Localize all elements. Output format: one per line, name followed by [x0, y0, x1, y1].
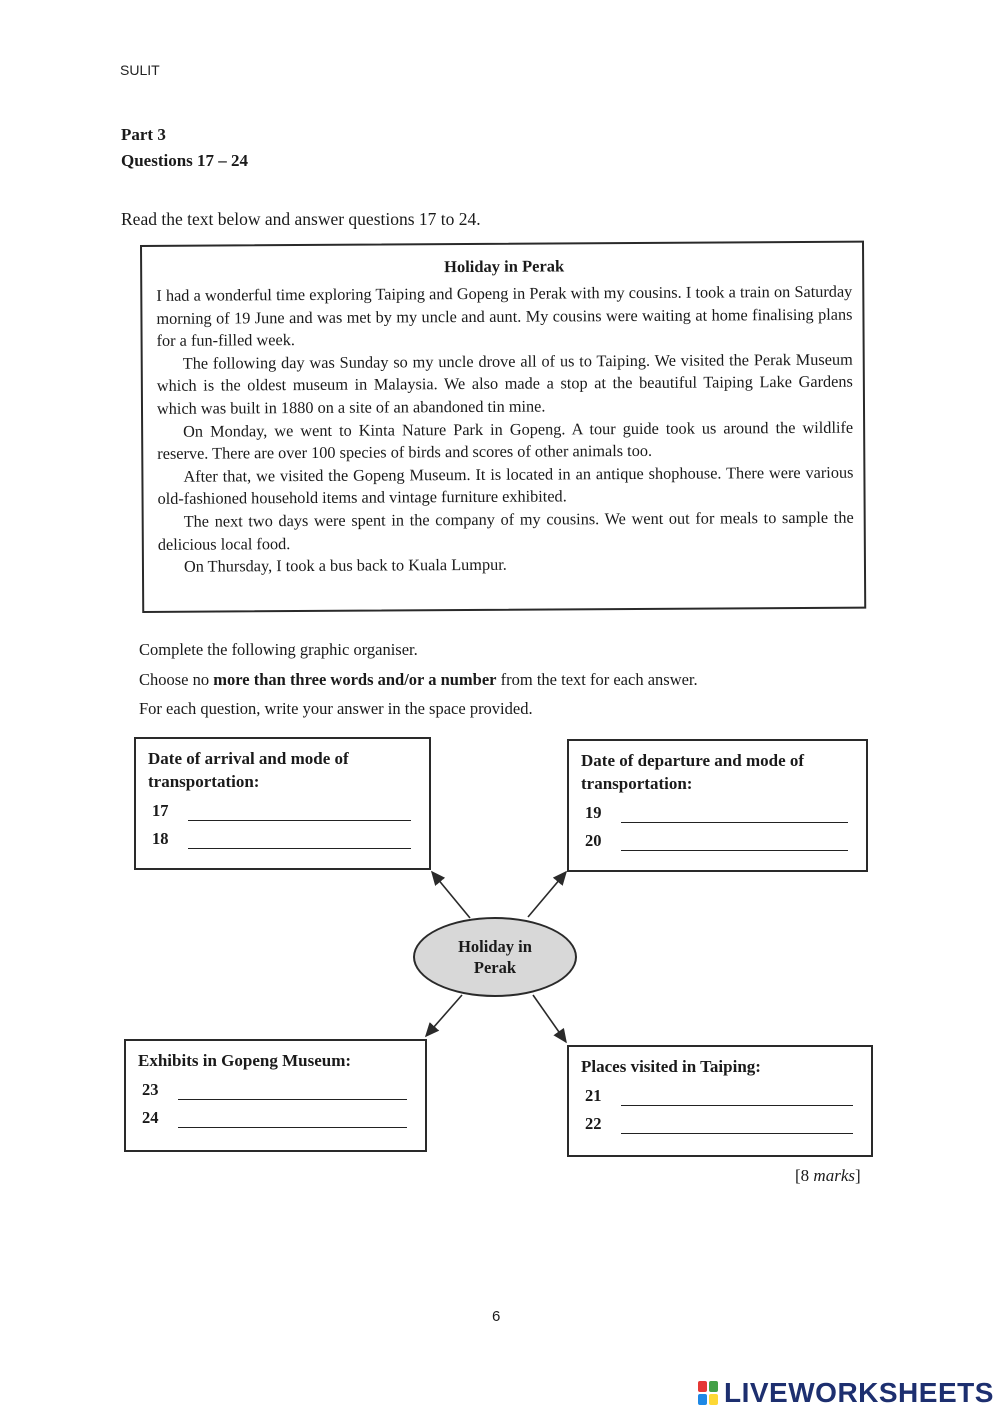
arrival-box: [134, 737, 431, 870]
answer-24-blank[interactable]: [178, 1109, 407, 1128]
question-number: 19: [585, 803, 602, 822]
marks-word: marks: [813, 1166, 855, 1185]
answer-22-blank[interactable]: [621, 1115, 853, 1134]
answer-row: [138, 1080, 415, 1100]
exhibits-heading: Exhibits in Gopeng Museum:: [138, 1051, 352, 1070]
passage-paragraph: The following day was Sunday so my uncle drove all of us to Taiping. We visited the Perak Museum which is the oldest museum in Malaysia. We also made a stop at the beautiful Taiping Lake Gardens which was built in 1880 on a site of an abandoned tin mine.: [156, 349, 853, 418]
instruction-emphasis: more than three words and/or a number: [213, 670, 497, 689]
question-number: 24: [142, 1108, 159, 1127]
passage-paragraph: After that, we visited the Gopeng Museum. It is located in an antique shophouse. There were various old-fashioned household items and vintage furniture exhibited.: [157, 462, 854, 509]
places-heading: Places visited in Taiping:: [581, 1057, 761, 1076]
passage-title: Holiday in Perak: [444, 256, 565, 277]
instruction-text: Choose no: [139, 670, 214, 689]
instruction-write: For each question, write your answer in the space provided.: [139, 699, 533, 718]
answer-19-blank[interactable]: [621, 804, 848, 823]
liveworksheets-logo[interactable]: [698, 1377, 994, 1409]
question-number: 20: [585, 831, 602, 850]
answer-row: [148, 801, 419, 821]
passage-paragraph: I had a wonderful time exploring Taiping and Gopeng in Perak with my cousins. I took a train on Saturday morning of 19 June and was met by my uncle and aunt. My cousins were waiting at home finalising plans for a fun-filled week.: [156, 281, 853, 351]
question-number: 17: [152, 801, 169, 820]
answer-row: [581, 1086, 861, 1106]
answer-20-blank[interactable]: [621, 832, 848, 851]
center-line-2: Perak: [473, 958, 517, 977]
answer-row: [581, 1114, 861, 1134]
answer-row: [148, 829, 419, 849]
answer-17-blank[interactable]: [188, 802, 411, 821]
intro-text: Read the text below and answer questions 17 to 24.: [121, 209, 481, 229]
passage-paragraph: On Monday, we went to Kinta Nature Park in Gopeng. A tour guide took us around the wildlife reserve. There are over 100 species of birds and scores of other animals too.: [157, 417, 854, 464]
arrival-heading: Date of arrival and mode of transportation:: [148, 749, 349, 791]
answer-row: [581, 803, 856, 823]
departure-box: [567, 739, 868, 872]
marks-close: ]: [854, 1166, 861, 1185]
question-number: 18: [152, 829, 169, 848]
places-box: [567, 1045, 873, 1157]
passage-paragraph: On Thursday, I took a bus back to Kuala Lumpur.: [183, 554, 507, 576]
organiser-center: [413, 917, 577, 997]
center-line-1: Holiday in: [458, 937, 532, 956]
answer-18-blank[interactable]: [188, 830, 411, 849]
arrow-to-arrival: [432, 872, 470, 918]
instruction-complete: Complete the following graphic organiser.: [139, 640, 418, 659]
instruction-text: from the text for each answer.: [496, 670, 698, 689]
marks-label: [795, 1166, 861, 1186]
answer-23-blank[interactable]: [178, 1081, 407, 1100]
answer-row: [581, 831, 856, 851]
marks-open: [8: [795, 1166, 814, 1185]
part-label: Part 3: [121, 125, 166, 144]
questions-range: Questions 17 – 24: [121, 151, 249, 170]
question-number: 22: [585, 1114, 602, 1133]
question-number: 23: [142, 1080, 159, 1099]
page-number: 6: [492, 1308, 501, 1325]
classification-label: SULIT: [120, 62, 160, 78]
passage-paragraph: The next two days were spent in the company of my cousins. We went out for meals to sample the delicious local food.: [157, 507, 854, 554]
answer-row: [138, 1108, 415, 1128]
exhibits-box: [124, 1039, 427, 1152]
arrow-to-exhibits: [426, 995, 462, 1036]
brand-logo-icon: [698, 1381, 718, 1405]
arrow-to-places: [533, 995, 566, 1042]
arrow-to-departure: [528, 872, 566, 917]
brand-name: LIVEWORKSHEETS: [724, 1377, 994, 1408]
answer-21-blank[interactable]: [621, 1087, 853, 1106]
departure-heading: Date of departure and mode of transportation:: [581, 751, 805, 793]
question-number: 21: [585, 1086, 602, 1105]
